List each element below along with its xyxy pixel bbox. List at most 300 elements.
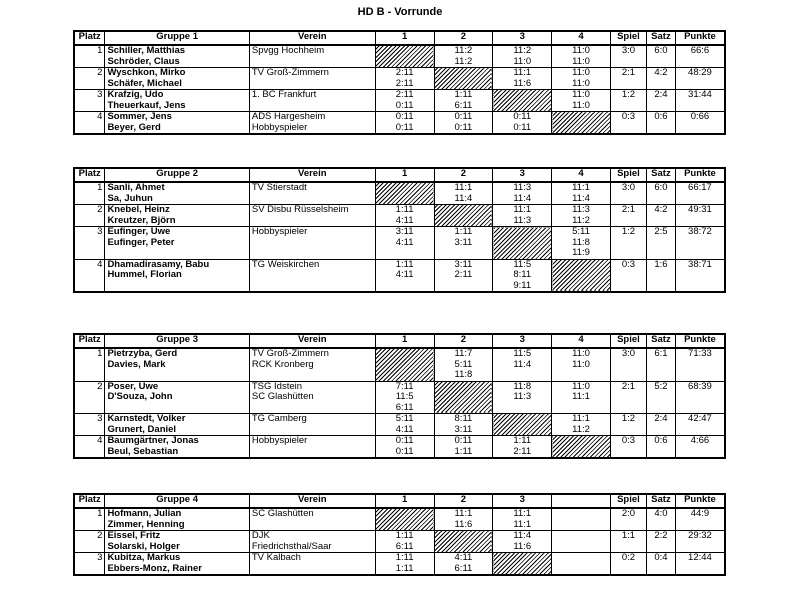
table-row — [74, 348, 725, 381]
sets-cell: 4:2 — [647, 68, 676, 90]
club-cell — [249, 112, 375, 135]
player-name: Sa, Juhun — [107, 192, 153, 204]
self-match-cell — [493, 90, 552, 112]
player-name: Baumgärtner, Jonas — [107, 435, 199, 446]
set-score: 4:11 — [395, 269, 414, 280]
games-cell: 0:3 — [610, 436, 646, 459]
set-score: 1:11 — [395, 552, 414, 563]
set-score: 6:11 — [395, 401, 414, 413]
column-header: 4 — [552, 168, 611, 182]
score-cell — [493, 531, 552, 553]
sets-cell: 2:5 — [647, 227, 676, 260]
table-row — [74, 381, 725, 414]
sets-cell: 2:4 — [647, 414, 676, 436]
sets-cell: 0:6 — [647, 112, 676, 135]
games-cell: 3:0 — [610, 182, 646, 205]
set-score: 11:4 — [572, 192, 590, 204]
score-cell — [552, 90, 611, 112]
spiel-header: Spiel — [610, 494, 646, 508]
self-match-cell — [434, 68, 493, 90]
club-name — [252, 101, 373, 112]
set-score: 1:11 — [454, 226, 473, 237]
player-name: Sanli, Ahmet — [107, 182, 165, 193]
group-name-header: Gruppe 4 — [105, 494, 249, 508]
table-row — [74, 112, 725, 135]
games-cell: 2:1 — [610, 68, 646, 90]
player-names — [105, 112, 249, 135]
set-score: 2:11 — [395, 67, 414, 78]
points-cell: 0:66 — [675, 112, 725, 135]
club-name — [252, 270, 373, 281]
club-name — [252, 564, 373, 575]
sets-cell: 2:2 — [647, 531, 676, 553]
column-header: 4 — [552, 31, 611, 45]
player-names — [105, 531, 249, 553]
player-names — [105, 436, 249, 459]
player-name: Grunert, Daniel — [107, 423, 177, 435]
player-name: Wyschkon, Mirko — [107, 67, 186, 78]
player-names — [105, 348, 249, 381]
player-name: Schiller, Matthias — [107, 45, 186, 56]
set-score: 11:0 — [572, 77, 590, 89]
group-name-header: Gruppe 3 — [105, 334, 249, 348]
score-cell — [552, 414, 611, 436]
table-row — [74, 227, 725, 260]
score-cell — [375, 553, 434, 576]
set-score: 11:1 — [572, 391, 590, 402]
header-row — [74, 494, 725, 508]
set-score: 0:11 — [454, 121, 473, 133]
set-score: 11:8 — [454, 369, 473, 380]
score-cell — [493, 182, 552, 205]
player-name: Theuerkauf, Jens — [107, 99, 186, 111]
table-row — [74, 259, 725, 292]
set-score: 1:11 — [395, 530, 414, 541]
set-score: 3:11 — [454, 259, 473, 270]
sets-cell: 5:2 — [647, 381, 676, 414]
points-cell: 42:47 — [675, 414, 725, 436]
club-name: TV Groß-Zimmern — [251, 67, 329, 78]
club-cell — [249, 531, 375, 553]
club-name — [252, 194, 373, 205]
set-score: 0:11 — [513, 111, 532, 122]
self-match-cell — [434, 205, 493, 227]
player-name: Beul, Sebastian — [107, 445, 179, 457]
punkte-header: Punkte — [675, 31, 725, 45]
set-score: 0:11 — [513, 121, 532, 133]
points-cell: 66:17 — [675, 182, 725, 205]
score-cell — [434, 45, 493, 68]
score-cell — [375, 414, 434, 436]
place-cell: 1 — [74, 45, 105, 68]
platz-header: Platz — [74, 334, 105, 348]
verein-header: Verein — [249, 494, 375, 508]
score-cell — [552, 508, 611, 531]
self-match-cell — [493, 553, 552, 576]
player-name: Hummel, Florian — [107, 269, 182, 280]
set-score: 6:11 — [454, 562, 473, 574]
player-name: Eufinger, Peter — [107, 236, 175, 248]
set-score: 4:11 — [395, 214, 414, 226]
set-score: 2:11 — [454, 269, 473, 280]
set-score: 11:1 — [454, 508, 473, 519]
games-cell: 0:3 — [610, 259, 646, 292]
set-score: 11:0 — [572, 55, 590, 67]
set-score — [554, 531, 608, 542]
sets-cell: 0:4 — [647, 553, 676, 576]
place-cell: 2 — [74, 381, 105, 414]
table-row — [74, 436, 725, 459]
set-score: 11:8 — [572, 236, 590, 248]
club-name: Hobbyspieler — [251, 435, 308, 446]
set-score: 2:11 — [513, 445, 532, 457]
club-name: RCK Kronberg — [251, 358, 314, 370]
table-row — [74, 531, 725, 553]
score-cell — [434, 348, 493, 381]
place-cell: 1 — [74, 508, 105, 531]
place-cell: 3 — [74, 553, 105, 576]
score-cell — [434, 259, 493, 292]
player-names — [105, 205, 249, 227]
set-score: 11:1 — [513, 508, 532, 519]
self-match-cell — [493, 227, 552, 260]
set-score: 0:11 — [395, 435, 414, 446]
column-header: 2 — [434, 334, 493, 348]
games-cell: 3:0 — [610, 348, 646, 381]
score-cell — [552, 182, 611, 205]
club-name — [252, 425, 373, 436]
set-score: 6:11 — [395, 540, 414, 552]
self-match-cell — [434, 381, 493, 414]
points-cell: 29:32 — [675, 531, 725, 553]
table-row — [74, 68, 725, 90]
set-score: 11:3 — [572, 204, 590, 215]
club-name — [252, 238, 373, 249]
set-score: 11:0 — [572, 358, 590, 370]
points-cell: 38:72 — [675, 227, 725, 260]
club-cell — [249, 414, 375, 436]
player-name: Davies, Mark — [107, 358, 166, 370]
points-cell: 4:66 — [675, 436, 725, 459]
self-match-cell — [434, 531, 493, 553]
set-score: 4:11 — [395, 423, 414, 435]
column-header: 1 — [375, 31, 434, 45]
score-cell — [493, 348, 552, 381]
player-names — [105, 182, 249, 205]
sets-cell: 0:6 — [647, 436, 676, 459]
table-row — [74, 553, 725, 576]
club-name: TG Camberg — [251, 413, 307, 424]
score-cell — [375, 436, 434, 459]
set-score: 11:1 — [513, 204, 532, 215]
score-cell — [552, 227, 611, 260]
score-cell — [434, 414, 493, 436]
player-name: Ebbers-Monz, Rainer — [107, 562, 202, 574]
column-header: 4 — [552, 334, 611, 348]
platz-header: Platz — [74, 31, 105, 45]
set-score: 11:2 — [454, 55, 473, 67]
page-title: HD B - Vorrunde — [357, 6, 443, 18]
platz-header: Platz — [74, 494, 105, 508]
place-cell: 1 — [74, 182, 105, 205]
player-names — [105, 414, 249, 436]
score-cell — [434, 553, 493, 576]
set-score: 11:4 — [454, 192, 473, 204]
club-name — [252, 520, 373, 531]
club-cell — [249, 553, 375, 576]
punkte-header: Punkte — [675, 494, 725, 508]
set-score: 11:5 — [513, 259, 532, 270]
self-match-cell — [375, 182, 434, 205]
set-score: 11:0 — [572, 99, 590, 111]
player-name: D'Souza, John — [107, 391, 173, 402]
games-cell: 2:0 — [610, 508, 646, 531]
club-name: TV Groß-Zimmern — [251, 348, 329, 359]
points-cell: 68:39 — [675, 381, 725, 414]
score-cell — [493, 259, 552, 292]
set-score: 5:11 — [572, 226, 590, 237]
points-cell: 71:33 — [675, 348, 725, 381]
set-score: 3:11 — [454, 423, 473, 435]
player-name: Schäfer, Michael — [107, 77, 182, 89]
club-name: Hobbyspieler — [251, 226, 308, 237]
score-cell — [375, 531, 434, 553]
self-match-cell — [493, 414, 552, 436]
games-cell: 2:1 — [610, 205, 646, 227]
set-score: 3:11 — [395, 226, 414, 237]
club-name: SC Glashütten — [251, 391, 314, 402]
set-score: 5:11 — [395, 413, 414, 424]
player-names — [105, 508, 249, 531]
set-score: 11:9 — [572, 247, 590, 258]
column-header: 2 — [434, 31, 493, 45]
player-names — [105, 553, 249, 576]
points-cell: 38:71 — [675, 259, 725, 292]
column-header — [552, 494, 611, 508]
place-cell: 3 — [74, 414, 105, 436]
set-score: 11:2 — [572, 214, 590, 226]
self-match-cell — [375, 348, 434, 381]
set-score: 1:11 — [454, 445, 473, 457]
spiel-header: Spiel — [610, 31, 646, 45]
club-name: TSG Idstein — [251, 381, 303, 392]
place-cell: 4 — [74, 259, 105, 292]
score-cell — [493, 112, 552, 135]
table-row — [74, 205, 725, 227]
club-cell — [249, 508, 375, 531]
club-name: Spvgg Hochheim — [251, 45, 325, 56]
score-cell — [552, 68, 611, 90]
place-cell: 1 — [74, 348, 105, 381]
sets-cell: 6:1 — [647, 348, 676, 381]
set-score: 0:11 — [395, 111, 414, 122]
set-score: 7:11 — [395, 381, 414, 392]
score-cell — [375, 68, 434, 90]
club-name: 1. BC Frankfurt — [251, 89, 317, 100]
score-cell — [552, 45, 611, 68]
score-cell — [552, 553, 611, 576]
score-cell — [552, 381, 611, 414]
group-table — [73, 167, 726, 293]
score-cell — [493, 381, 552, 414]
set-score: 11:0 — [572, 67, 590, 78]
player-names — [105, 259, 249, 292]
sets-cell: 4:2 — [647, 205, 676, 227]
set-score — [554, 520, 608, 531]
place-cell: 3 — [74, 90, 105, 112]
set-score: 11:0 — [572, 381, 590, 392]
score-cell — [375, 259, 434, 292]
player-name: Hofmann, Julian — [107, 508, 182, 519]
games-cell: 1:2 — [610, 414, 646, 436]
club-cell — [249, 227, 375, 260]
player-name: Kreutzer, Björn — [107, 214, 176, 226]
club-name: DJK — [251, 530, 270, 541]
club-cell — [249, 90, 375, 112]
column-header: 2 — [434, 494, 493, 508]
group-table — [73, 30, 726, 135]
club-name: Hobbyspieler — [251, 121, 308, 133]
group-table — [73, 493, 726, 576]
set-score: 11:0 — [572, 89, 590, 100]
set-score: 11:5 — [395, 391, 414, 402]
satz-header: Satz — [647, 31, 676, 45]
player-name: Zimmer, Henning — [107, 518, 185, 530]
club-cell — [249, 205, 375, 227]
points-cell: 66:6 — [675, 45, 725, 68]
games-cell: 2:1 — [610, 381, 646, 414]
player-name: Eissel, Fritz — [107, 530, 161, 541]
set-score: 9:11 — [513, 279, 532, 291]
score-cell — [552, 348, 611, 381]
set-score: 3:11 — [454, 236, 473, 248]
set-score: 11:8 — [513, 381, 532, 392]
points-cell: 31:44 — [675, 90, 725, 112]
set-score: 11:1 — [572, 182, 590, 193]
club-cell — [249, 348, 375, 381]
club-cell — [249, 381, 375, 414]
place-cell: 2 — [74, 68, 105, 90]
score-cell — [493, 436, 552, 459]
set-score: 11:6 — [454, 518, 473, 530]
set-score: 11:6 — [513, 540, 532, 552]
column-header: 1 — [375, 334, 434, 348]
header-row — [74, 168, 725, 182]
player-names — [105, 227, 249, 260]
player-name: Beyer, Gerd — [107, 121, 161, 133]
games-cell: 0:3 — [610, 112, 646, 135]
satz-header: Satz — [647, 334, 676, 348]
set-score: 1:11 — [395, 204, 414, 215]
points-cell: 48:29 — [675, 68, 725, 90]
set-score — [554, 564, 608, 575]
club-name: Friedrichsthal/Saar — [251, 540, 332, 552]
club-cell — [249, 259, 375, 292]
column-header: 1 — [375, 168, 434, 182]
punkte-header: Punkte — [675, 168, 725, 182]
club-name: TV Stierstadt — [251, 182, 307, 193]
spiel-header: Spiel — [610, 334, 646, 348]
set-score: 2:11 — [395, 77, 414, 89]
player-name: Poser, Uwe — [107, 381, 159, 392]
set-score: 11:2 — [454, 45, 473, 56]
group-name-header: Gruppe 1 — [105, 31, 249, 45]
set-score: 4:11 — [395, 236, 414, 248]
player-name: Krafzig, Udo — [107, 89, 164, 100]
verein-header: Verein — [249, 334, 375, 348]
group-table — [73, 333, 726, 459]
score-cell — [493, 508, 552, 531]
set-score: 11:2 — [572, 423, 590, 435]
set-score: 11:4 — [513, 530, 532, 541]
set-score: 0:11 — [395, 99, 414, 111]
spiel-header: Spiel — [610, 168, 646, 182]
score-cell — [434, 90, 493, 112]
player-name: Solarski, Holger — [107, 540, 180, 552]
set-score: 11:0 — [572, 348, 590, 359]
set-score: 11:0 — [513, 55, 532, 67]
sets-cell: 6:0 — [647, 182, 676, 205]
games-cell: 1:2 — [610, 90, 646, 112]
games-cell: 1:2 — [610, 227, 646, 260]
set-score: 0:11 — [395, 445, 414, 457]
sets-cell: 4:0 — [647, 508, 676, 531]
set-score: 1:11 — [513, 435, 532, 446]
club-name — [252, 57, 373, 68]
column-header: 3 — [493, 334, 552, 348]
score-cell — [493, 45, 552, 68]
place-cell: 4 — [74, 112, 105, 135]
set-score: 11:1 — [513, 67, 532, 78]
set-score: 5:11 — [454, 358, 473, 370]
set-score: 2:11 — [395, 89, 414, 100]
player-name: Knebel, Heinz — [107, 204, 170, 215]
games-cell: 1:1 — [610, 531, 646, 553]
set-score: 11:1 — [454, 182, 473, 193]
set-score: 11:4 — [513, 192, 532, 204]
table-row — [74, 90, 725, 112]
self-match-cell — [552, 259, 611, 292]
verein-header: Verein — [249, 31, 375, 45]
header-row — [74, 334, 725, 348]
set-score: 1:11 — [454, 89, 473, 100]
table-row — [74, 182, 725, 205]
set-score: 0:11 — [454, 435, 473, 446]
set-score: 0:11 — [395, 121, 414, 133]
satz-header: Satz — [647, 168, 676, 182]
set-score: 11:2 — [513, 45, 532, 56]
column-header: 3 — [493, 494, 552, 508]
player-names — [105, 45, 249, 68]
score-cell — [434, 436, 493, 459]
player-name: Karnstedt, Volker — [107, 413, 186, 424]
points-cell: 49:31 — [675, 205, 725, 227]
club-name — [252, 447, 373, 458]
player-name: Kubitza, Markus — [107, 552, 181, 563]
sets-cell: 6:0 — [647, 45, 676, 68]
player-name: Pietrzyba, Gerd — [107, 348, 178, 359]
set-score: 11:6 — [513, 77, 532, 89]
place-cell: 4 — [74, 436, 105, 459]
set-score: 11:3 — [513, 214, 532, 226]
platz-header: Platz — [74, 168, 105, 182]
club-name: SC Glashütten — [251, 508, 314, 519]
player-names — [105, 68, 249, 90]
player-name: Dhamadirasamy, Babu — [107, 259, 210, 270]
club-name — [252, 216, 373, 227]
set-score: 11:4 — [513, 358, 532, 370]
player-names — [105, 90, 249, 112]
